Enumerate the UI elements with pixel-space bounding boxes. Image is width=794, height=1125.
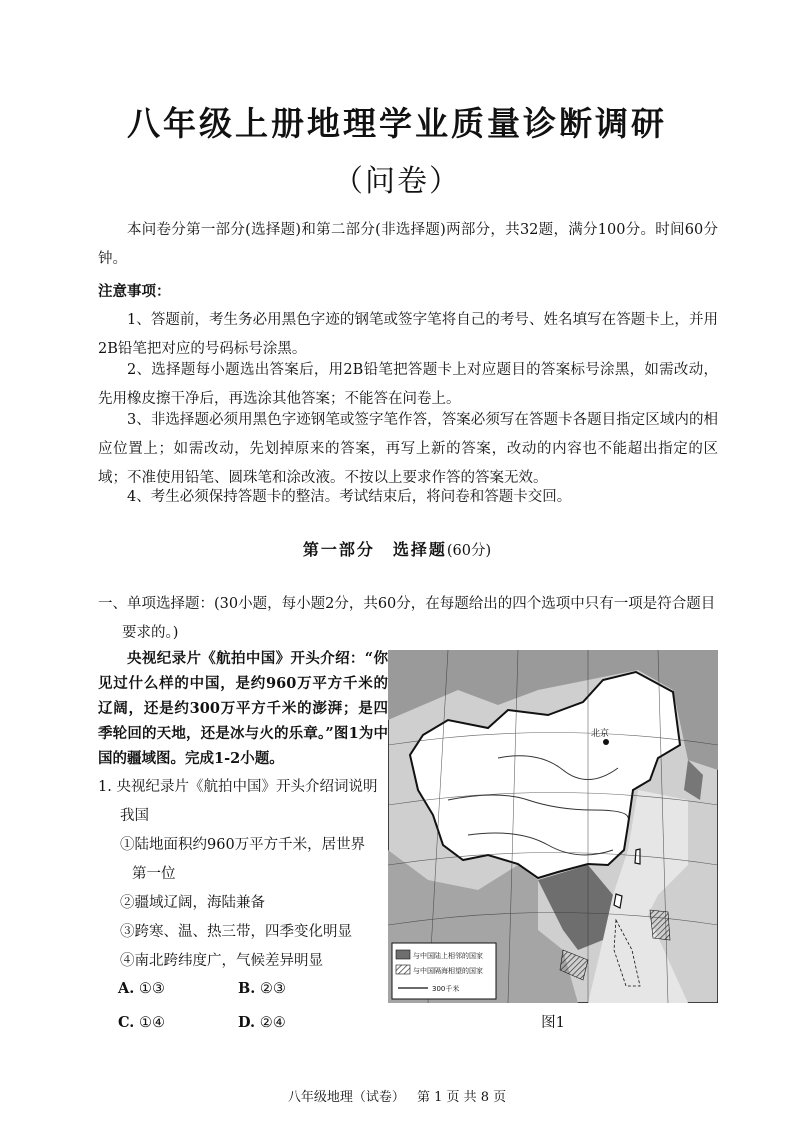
footer-subject: 八年级地理（试卷） bbox=[287, 1090, 405, 1105]
taiwan-island bbox=[635, 849, 640, 864]
notice-item-4: 4、考生必须保持答题卡的整洁。考试结束后，将问卷和答题卡交回。 bbox=[127, 489, 572, 505]
question-1-stem-line1: 央视纪录片《航拍中国》开头介绍词说明 bbox=[116, 779, 378, 795]
option-c-value: ①④ bbox=[138, 1015, 165, 1031]
option-c-label: C. bbox=[118, 1014, 135, 1031]
option-b-value: ②③ bbox=[259, 981, 286, 997]
question-group-heading bbox=[98, 590, 722, 648]
option-a-label: A. bbox=[118, 980, 135, 997]
question-1-options bbox=[118, 972, 358, 1040]
option-d-label: D. bbox=[238, 1014, 256, 1031]
notice-item-2: 2、选择题每小题选出答案后，用2B铅笔把答题卡上对应题目的答案标号涂黑，如需改动，先用橡皮擦干净后，再选涂其他答案；不能答在问卷上。 bbox=[98, 362, 718, 407]
question-1-number: 1. bbox=[98, 779, 112, 795]
exam-subtitle: （问卷） bbox=[333, 164, 461, 199]
section-title-text: 第一部分 选择题 bbox=[302, 540, 447, 559]
beijing-label: 北京 bbox=[591, 729, 610, 739]
question-group-line1: 一、单项选择题：(30小题，每小题2分，共60分，在每题给出的四个选项中只有一项是符合题目 bbox=[98, 596, 716, 612]
legend-land-label: 与中国陆上相邻的国家 bbox=[413, 952, 483, 960]
intro-paragraph: 本问卷分第一部分(选择题)和第二部分(非选择题)两部分，共32题，满分100分。时间60分钟。 bbox=[98, 222, 718, 267]
hainan-island bbox=[614, 894, 622, 908]
notice-heading: 注意事项： bbox=[98, 283, 171, 300]
statement-3: ③跨寒、温、热三带，四季变化明显 bbox=[120, 924, 352, 940]
legend-land-swatch bbox=[396, 950, 410, 959]
sea-neighbor-hatched bbox=[650, 910, 670, 940]
option-b-label: B. bbox=[238, 980, 256, 997]
footer-page-number: 第 1 页 共 8 页 bbox=[416, 1090, 507, 1105]
exam-title: 八年级上册地理学业质量诊断调研 bbox=[127, 104, 667, 143]
china-territory-map bbox=[388, 650, 718, 1003]
section-score: (60分) bbox=[446, 543, 492, 559]
option-c[interactable] bbox=[118, 1006, 238, 1040]
question-group-line2: 要求的。) bbox=[122, 625, 179, 641]
section-title bbox=[0, 537, 794, 560]
question-material: 央视纪录片《航拍中国》开头介绍：“你见过什么样的中国，是约960万平方千米的辽阔，还是约300万平方千米的澎湃；是四季轮回的天地，还是冰与火的乐章。”图1为中国的疆域图。完成1-2小题。 bbox=[98, 650, 388, 767]
legend-sea-swatch bbox=[396, 965, 410, 974]
statement-4: ④南北跨纬度广，气候差异明显 bbox=[120, 953, 323, 969]
option-d[interactable] bbox=[238, 1006, 358, 1040]
page-footer bbox=[0, 1086, 794, 1105]
option-a-value: ①③ bbox=[138, 981, 165, 997]
question-1-stem-line2: 我国 bbox=[120, 808, 149, 824]
option-b[interactable] bbox=[238, 972, 358, 1006]
option-d-value: ②④ bbox=[259, 1015, 286, 1031]
question-1 bbox=[98, 773, 388, 976]
statement-1-cont: 第一位 bbox=[132, 866, 176, 882]
notice-item-1: 1、答题前，考生务必用黑色字迹的钢笔或签字笔将自己的考号、姓名填写在答题卡上，并用2B铅笔把对应的号码标号涂黑。 bbox=[98, 312, 718, 357]
statement-1: ①陆地面积约960万平方千米，居世界 bbox=[120, 837, 366, 853]
figure-caption: 图1 bbox=[541, 1015, 565, 1031]
map-legend bbox=[392, 943, 496, 999]
beijing-marker bbox=[603, 739, 609, 745]
statement-2: ②疆域辽阔，海陆兼备 bbox=[120, 895, 265, 911]
notice-item-3: 3、非选择题必须用黑色字迹钢笔或签字笔作答，答案必须写在答题卡各题目指定区域内的相应位置上；如需改动，先划掉原来的答案，再写上新的答案，改动的内容也不能超出指定的区域；不准使用铅笔、圆珠笔和涂改液。不按以上要求作答的答案无效。 bbox=[98, 412, 718, 486]
legend-scale-label: 300千米 bbox=[432, 985, 460, 993]
option-a[interactable] bbox=[118, 972, 238, 1006]
legend-sea-label: 与中国隔海相望的国家 bbox=[413, 967, 483, 975]
